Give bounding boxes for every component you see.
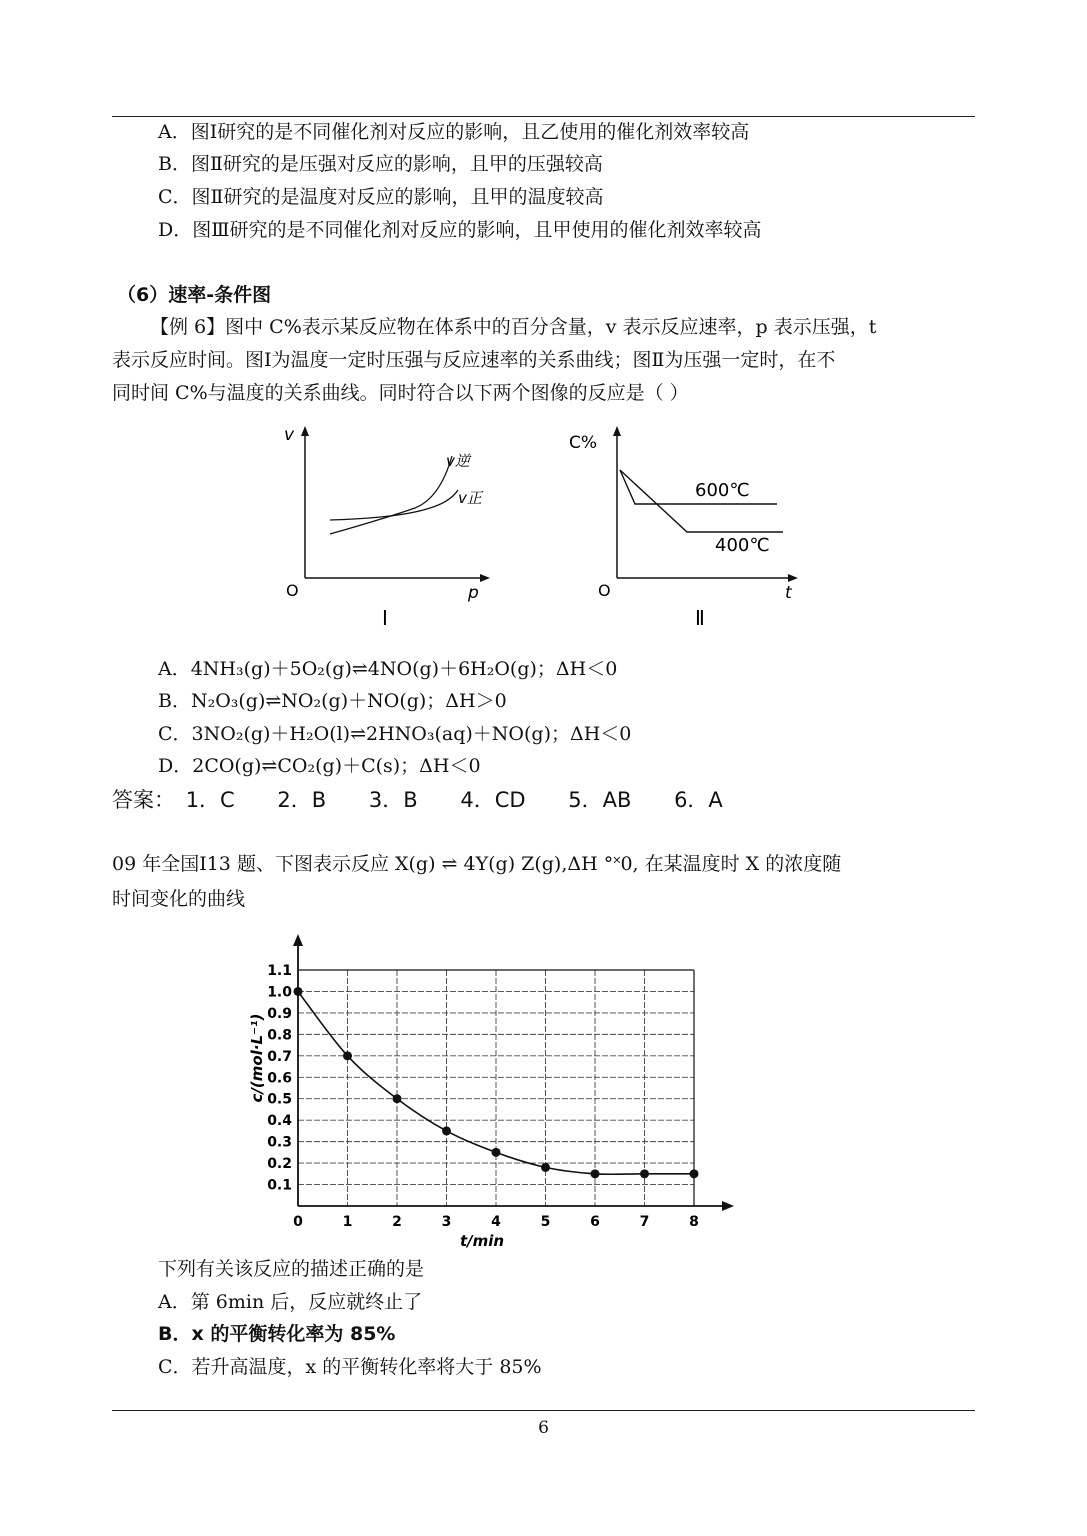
answer-6: 6．A <box>674 788 723 812</box>
graph2-origin: O <box>598 581 611 600</box>
chart-data-point <box>591 1169 600 1178</box>
chart-x-tick-label: 3 <box>441 1214 452 1230</box>
graph2-label-high: 600℃ <box>695 480 750 501</box>
chart-y-tick-label: 1.0 <box>267 984 292 1001</box>
chart-data-point <box>294 987 303 996</box>
chart-y-tick-label: 0.1 <box>267 1177 292 1194</box>
chart-y-label: c/(mol·L⁻¹) <box>248 1013 266 1103</box>
concentration-chart <box>228 928 748 1252</box>
chart-y-arrow <box>293 934 303 946</box>
chart-x-tick-label: 4 <box>491 1214 501 1230</box>
chart-y-tick-label: 0.9 <box>267 1005 292 1022</box>
section-title: （6）速率-条件图 <box>117 284 272 306</box>
answer-2: 2．B <box>277 788 327 812</box>
footer-rule <box>112 1410 975 1411</box>
graph2-caption: Ⅱ <box>695 606 705 630</box>
graph1-caption: Ⅰ <box>382 606 388 630</box>
answer-5: 5．AB <box>568 788 632 812</box>
chart-data-point <box>492 1148 501 1157</box>
graph1-curve-fwd: v正 <box>458 489 482 507</box>
page-number: 6 <box>538 1418 549 1438</box>
prev-option-b: B．图Ⅱ研究的是压强对反应的影响，且甲的压强较高 <box>158 153 603 175</box>
option09-a: A．第 6min 后，反应就终止了 <box>158 1291 423 1313</box>
prev-option-d: D．图Ⅲ研究的是不同催化剂对反应的影响，且甲使用的催化剂效率较高 <box>158 219 762 241</box>
graph-1 <box>270 420 510 635</box>
chart-x-tick-label: 7 <box>639 1214 650 1230</box>
example-line-2: 表示反应时间。图Ⅰ为温度一定时压强与反应速率的关系曲线；图Ⅱ为压强一定时，在不 <box>112 349 836 371</box>
chart-x-tick-label: 8 <box>689 1214 699 1230</box>
chart-x-tick-label: 0 <box>293 1214 303 1230</box>
chart-x-tick-label: 5 <box>540 1214 551 1230</box>
chart-data-point <box>541 1163 550 1172</box>
graph2-y-label: C% <box>569 433 598 453</box>
chart-y-tick-label: 0.4 <box>267 1113 292 1130</box>
chart-x-arrow <box>722 1201 734 1211</box>
answers-label: 答案： <box>112 788 175 812</box>
chart-x-label: t/min <box>459 1232 505 1250</box>
option09-c: C．若升高温度，x 的平衡转化率将大于 85% <box>158 1356 542 1378</box>
answer-3: 3．B <box>368 788 418 812</box>
chart-y-tick-label: 0.2 <box>267 1156 292 1173</box>
answer-4: 4．CD <box>460 788 526 812</box>
chart-data-point <box>640 1169 649 1178</box>
chart-y-tick-label: 0.3 <box>267 1134 292 1151</box>
header-rule <box>112 116 975 117</box>
graph-2 <box>565 420 815 635</box>
problem09-line-2: 时间变化的曲线 <box>112 888 246 910</box>
chart-data-point <box>393 1094 402 1103</box>
option09-b: B．x 的平衡转化率为 85% <box>158 1323 396 1345</box>
reaction-option-c: C．3NO₂(g)＋H₂O(l)⇌2HNO₃(aq)＋NO(g)；ΔH＜0 <box>158 723 632 745</box>
chart-y-tick-label: 0.7 <box>267 1048 292 1065</box>
graph1-curve-rev: v逆 <box>446 452 470 470</box>
chart-y-tick-label: 0.6 <box>267 1070 292 1087</box>
example-line-1: 【例 6】图中 C%表示某反应物在体系中的百分含量，v 表示反应速率，p 表示压强，t <box>150 316 877 338</box>
prev-option-a: A．图Ⅰ研究的是不同催化剂对反应的影响，且乙使用的催化剂效率较高 <box>158 121 750 143</box>
chart-data-point <box>343 1051 352 1060</box>
reaction-option-b: B．N₂O₃(g)⇌NO₂(g)＋NO(g)；ΔH＞0 <box>158 690 507 712</box>
chart-x-tick-label: 6 <box>590 1214 600 1230</box>
example-line-3: 同时间 C%与温度的关系曲线。同时符合以下两个图像的反应是（ ） <box>112 382 689 404</box>
chart-y-tick-label: 1.1 <box>267 963 292 979</box>
answers-row <box>112 788 759 812</box>
chart-y-tick-label: 0.8 <box>267 1027 292 1044</box>
chart-x-tick-label: 1 <box>342 1214 353 1230</box>
chart-y-tick-label: 0.5 <box>267 1091 292 1108</box>
graph1-x-label: p <box>468 583 479 603</box>
question-text: 下列有关该反应的描述正确的是 <box>158 1258 425 1280</box>
graph2-x-label: t <box>785 583 792 603</box>
problem09-line-1: 09 年全国Ⅰ13 题、下图表示反应 X(g) ⇌ 4Y(g) Z(g),ΔH °˟0, 在某温度时 X 的浓度随 <box>112 853 842 875</box>
chart-data-point <box>442 1126 451 1135</box>
answer-1: 1．C <box>185 788 235 812</box>
chart-data-point <box>690 1169 699 1178</box>
reaction-option-d: D．2CO(g)⇌CO₂(g)＋C(s)；ΔH＜0 <box>158 755 481 777</box>
reaction-option-a: A．4NH₃(g)＋5O₂(g)⇌4NO(g)＋6H₂O(g)；ΔH＜0 <box>158 658 618 680</box>
graph1-y-label: v <box>284 425 295 445</box>
graph1-origin: O <box>286 581 299 600</box>
chart-x-tick-label: 2 <box>392 1214 402 1230</box>
prev-option-c: C．图Ⅱ研究的是温度对反应的影响，且甲的温度较高 <box>158 186 604 208</box>
graph2-label-low: 400℃ <box>715 535 770 556</box>
